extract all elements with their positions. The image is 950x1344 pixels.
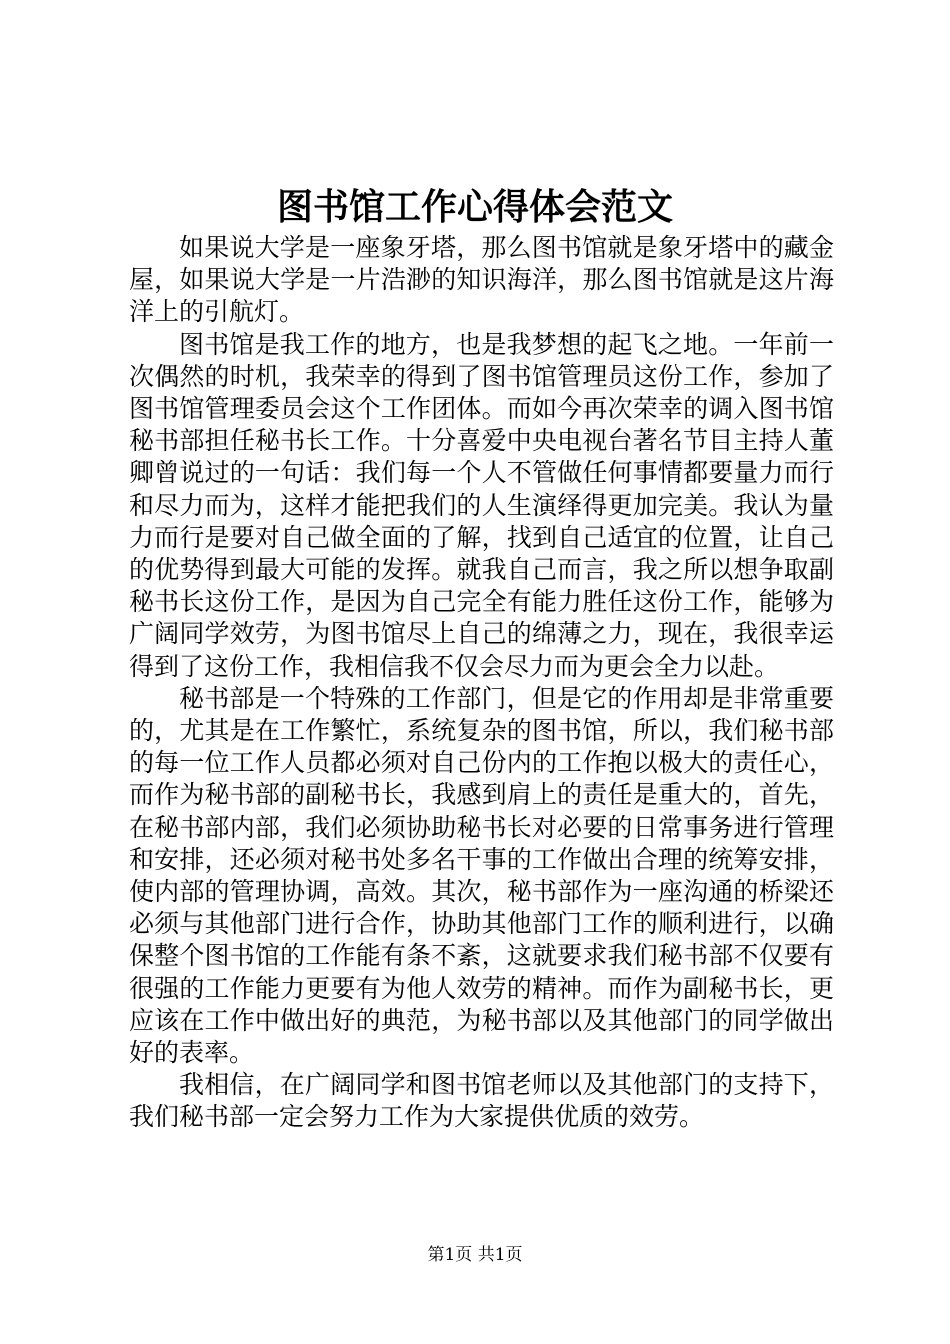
page-footer <box>0 1243 950 1267</box>
page-indicator: 第1页 共1页 <box>427 1245 523 1265</box>
paragraph-3: 秘书部是一个特殊的工作部门，但是它的作用却是非常重要的，尤其是在工作繁忙，系统复杂的图书馆，所以，我们秘书部的每一位工作人员都必须对自己份内的工作抱以极大的责任心，而作为秘书部的副秘书长，我感到肩上的责任是重大的，首先，在秘书部内部，我们必须协助秘书长对必要的日常事务进行管理和安排，还必须对秘书处多名干事的工作做出合理的统筹安排，使内部的管理协调，高效。其次，秘书部作为一座沟通的桥梁还必须与其他部门进行合作，协助其他部门工作的顺利进行，以确保整个图书馆的工作能有条不紊，这就要求我们秘书部不仅要有很强的工作能力更要有为他人效劳的精神。而作为副秘书长，更应该在工作中做出好的典范，为秘书部以及其他部门的同学做出好的表率。 <box>129 683 834 1068</box>
paragraph-2: 图书馆是我工作的地方，也是我梦想的起飞之地。一年前一次偶然的时机，我荣幸的得到了图书馆管理员这份工作，参加了图书馆管理委员会这个工作团体。而如今再次荣幸的调入图书馆秘书部担任秘书长工作。十分喜爱中央电视台著名节目主持人董卿曾说过的一句话：我们每一个人不管做任何事情都要量力而行和尽力而为，这样才能把我们的人生演绎得更加完美。我认为量力而行是要对自己做全面的了解，找到自己适宜的位置，让自己的优势得到最大可能的发挥。就我自己而言，我之所以想争取副秘书长这份工作，是因为自己完全有能力胜任这份工作，能够为广阔同学效劳，为图书馆尽上自己的绵薄之力，现在，我很幸运得到了这份工作，我相信我不仅会尽力而为更会全力以赴。 <box>129 329 834 681</box>
paragraph-1: 如果说大学是一座象牙塔，那么图书馆就是象牙塔中的藏金屋，如果说大学是一片浩渺的知识海洋，那么图书馆就是这片海洋上的引航灯。 <box>129 233 834 327</box>
document-body <box>129 232 834 1134</box>
paragraph-4: 我相信，在广阔同学和图书馆老师以及其他部门的支持下，我们秘书部一定会努力工作为大家提供优质的效劳。 <box>129 1070 834 1132</box>
document-title: 图书馆工作心得体会范文 <box>276 186 673 228</box>
